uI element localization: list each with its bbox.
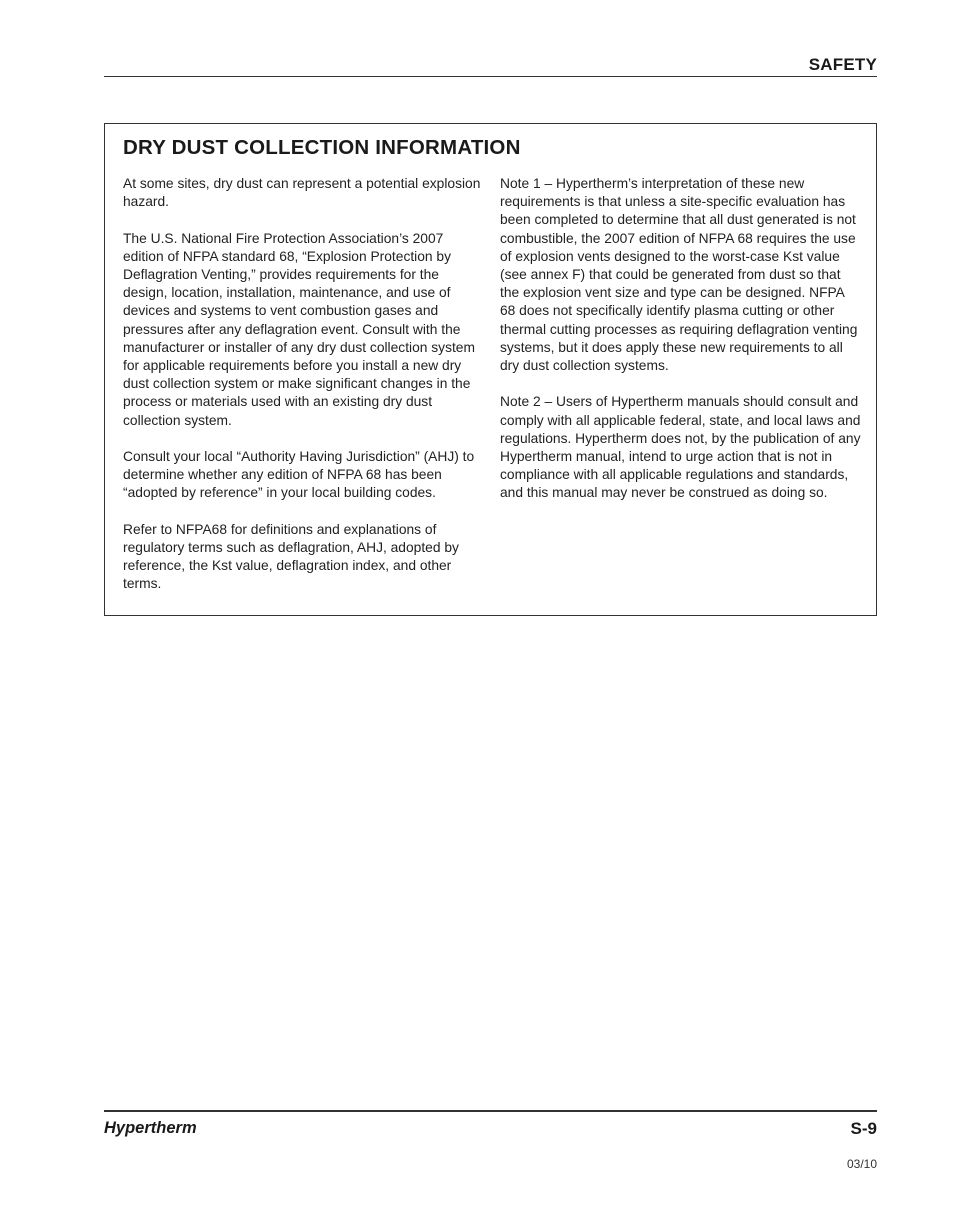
right-column — [500, 175, 862, 521]
footer-divider — [104, 1110, 877, 1112]
note-paragraph: Note 2 – Users of Hypertherm manuals should consult and comply with all applicable federal, state, and local laws and regulations. Hypertherm does not, by the publication of any Hypertherm manual, intend to urge action that is not in compliance with all applicable regulations and standards, and this manual may never be construed as doing so. — [500, 394, 861, 501]
paragraph: The U.S. National Fire Protection Association’s 2007 edition of NFPA standard 68, “Explosion Protection by Deflagration Venting,” provides requirements for the design, location, installation, maintenance, and use of devices and systems to vent combustion gases and pressures after any deflagration event. Consult with the manufacturer or installer of any dry dust collection system for applicable requirements before you install a new dry dust collection system or make significant changes in the process or materials used with an existing dry dust collection system. — [123, 230, 475, 428]
left-column — [123, 175, 481, 612]
paragraph: Refer to NFPA68 for definitions and explanations of regulatory terms such as deflagration, AHJ, adopted by reference, the Kst value, deflagration index, and other terms. — [123, 521, 459, 592]
paragraph: At some sites, dry dust can represent a potential explosion hazard. — [123, 176, 481, 210]
info-box — [104, 123, 877, 616]
page-number: S-9 — [850, 1119, 877, 1138]
brand-logo-text: Hypertherm — [104, 1119, 197, 1137]
header-divider — [104, 76, 877, 77]
note-paragraph: Note 1 – Hypertherm’s interpretation of these new requirements is that unless a site-specific evaluation has been completed to determine that all dust generated is not combustible, the 2007 edition of NFPA 68 requires the use of explosion vents designed to the worst-case Kst value (see annex F) that could be generated from dust so that the explosion vent size and type can be designed. NFPA 68 does not specifically identify plasma cutting or other thermal cutting processes as requiring deflagration venting systems, but it does apply these new requirements to all dry dust collection systems. — [500, 176, 858, 374]
revision-date: 03/10 — [846, 1157, 877, 1171]
box-heading: DRY DUST COLLECTION INFORMATION — [123, 136, 521, 159]
paragraph: Consult your local “Authority Having Jurisdiction” (AHJ) to determine whether any edition of NFPA 68 has been “adopted by reference” in your local building codes. — [123, 449, 475, 501]
section-title: SAFETY — [808, 55, 877, 74]
